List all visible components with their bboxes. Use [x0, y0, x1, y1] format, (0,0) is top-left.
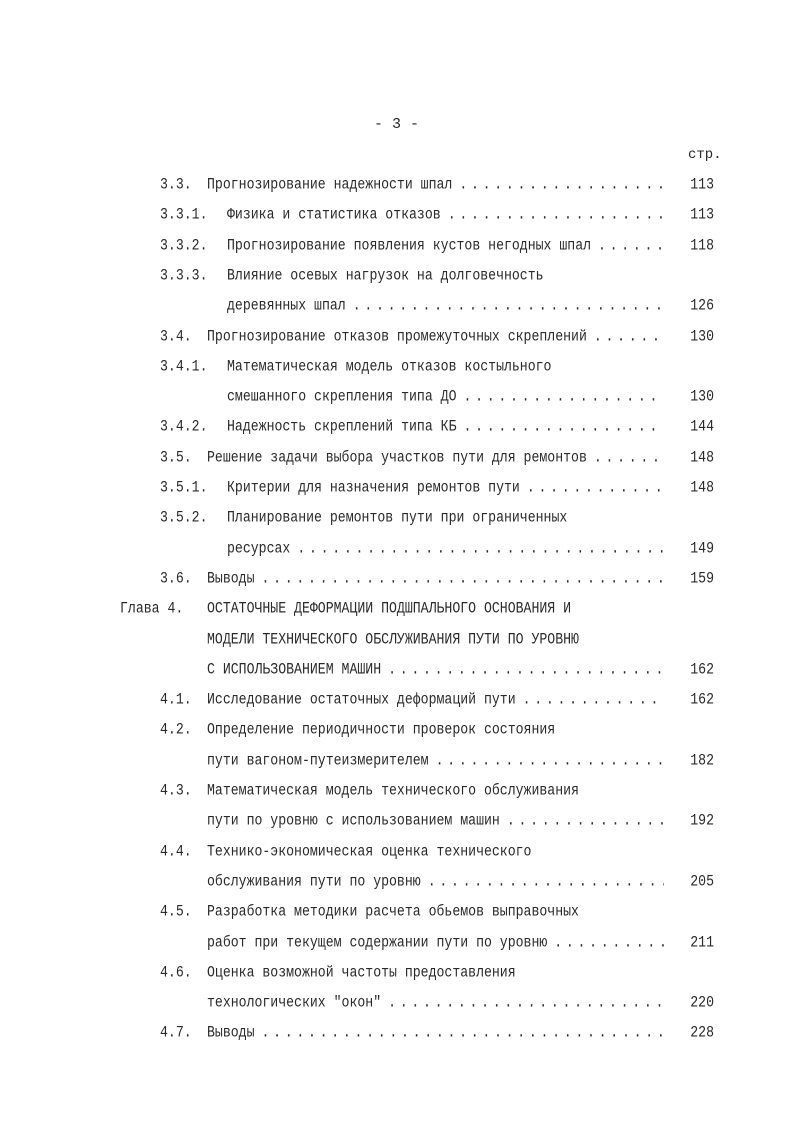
dot-leader [421, 870, 664, 894]
dot-leader [254, 567, 664, 591]
toc-entry-line [0, 658, 793, 682]
dot-leader [381, 658, 664, 682]
toc-entry-line [0, 567, 793, 591]
dot-leader [441, 203, 664, 227]
toc-entry-number: 3.3. [160, 175, 192, 194]
toc-entry-title: Прогнозирование отказов промежуточных скреплений [207, 326, 587, 345]
dot-leader [290, 537, 664, 561]
toc-entry-title: технологических "окон" [207, 993, 382, 1012]
dot-leader [429, 749, 664, 773]
toc-entry-title: С ИСПОЛЬЗОВАНИЕМ МАШИН [207, 660, 382, 679]
toc-entry-title: Выводы [207, 1023, 255, 1042]
toc-entry-number: 3.5.2. [160, 508, 208, 527]
toc-entry-page: 130 [690, 387, 714, 406]
toc-entry-line [0, 961, 793, 985]
toc-entry-number: 3.5.1. [160, 478, 208, 497]
toc-entry-line [0, 325, 793, 349]
toc-entry-line [0, 628, 793, 652]
toc-entry-title: Разработка методики расчета обьемов выправочных [207, 902, 579, 921]
toc-entry-title: Решение задачи выбора участков пути для ремонтов [207, 448, 587, 467]
toc-entry-title: Прогнозирование появления кустов негодных шпал [227, 235, 592, 254]
toc-entry-number: 3.6. [160, 569, 192, 588]
dot-leader [500, 809, 664, 833]
toc-entry-number: 3.3.1. [160, 205, 208, 224]
toc-entry-line [0, 779, 793, 803]
toc-entry-page: 113 [690, 175, 714, 194]
toc-entry-title: деревянных шпал [227, 296, 346, 315]
toc-entry-line [0, 203, 793, 227]
toc-entry-title: Математическая модель технического обслуживания [207, 781, 579, 800]
dot-leader [587, 325, 664, 349]
toc-entry-page: 126 [690, 296, 714, 315]
toc-entry-title: Критерии для назначения ремонтов пути [227, 478, 520, 497]
toc-entry-line [0, 749, 793, 773]
toc-entry-number: 4.1. [160, 690, 192, 709]
toc-entry-title: МОДЕЛИ ТЕХНИЧЕСКОГО ОБСЛУЖИВАНИЯ ПУТИ ПО УРОВНЮ [207, 629, 579, 648]
dot-leader [346, 294, 664, 318]
toc-entry-line [0, 870, 793, 894]
toc-entry-number: 3.3.3. [160, 266, 208, 285]
toc-entry-line [0, 264, 793, 288]
toc-entry-number: 4.2. [160, 720, 192, 739]
toc-entry-number: 4.3. [160, 781, 192, 800]
toc-entry-line [0, 840, 793, 864]
toc-entry-number: 3.4. [160, 326, 192, 345]
toc-entry-title: смешанного скрепления типа ДО [227, 387, 457, 406]
dot-leader [254, 1021, 664, 1045]
toc-entry-line [0, 294, 793, 318]
dot-leader [516, 688, 664, 712]
toc-entry-title: Математическая модель отказов костыльного [227, 357, 552, 376]
toc-entry-line [0, 809, 793, 833]
toc-entry-title: обслуживания пути по уровню [207, 872, 421, 891]
toc-entry-title: Влияние осевых нагрузок на долговечность [227, 266, 544, 285]
toc-entry-title: ОСТАТОЧНЫЕ ДЕФОРМАЦИИ ПОДШПАЛЬНОГО ОСНОВАНИЯ И [207, 599, 572, 618]
toc-entry-title: Определение периодичности проверок состояния [207, 720, 556, 739]
toc-entry-number: 3.5. [160, 448, 192, 467]
toc-entry-title: Технико-экономическая оценка технического [207, 841, 532, 860]
dot-leader [457, 415, 665, 439]
toc-entry-page: 182 [690, 751, 714, 770]
page-column-label: стр. [688, 147, 722, 163]
dot-leader [457, 385, 665, 409]
toc-entry-page: 130 [690, 326, 714, 345]
toc-entry-number: 3.3.2. [160, 235, 208, 254]
toc-entry-title: Физика и статистика отказов [227, 205, 441, 224]
toc-entry-line [0, 1021, 793, 1045]
toc-entry-title: пути вагоном-путеизмерителем [207, 751, 429, 770]
toc-entry-number: 4.5. [160, 902, 192, 921]
toc-entry-title: Планирование ремонтов пути при ограниченных [227, 508, 568, 527]
toc-entry-title: пути по уровню с использованием машин [207, 811, 500, 830]
toc-entry-title: Надежность скреплений типа КБ [227, 417, 457, 436]
toc-entry-title: Прогнозирование надежности шпал [207, 175, 453, 194]
toc-entry-page: 159 [690, 569, 714, 588]
toc-entry-page: 148 [690, 448, 714, 467]
page-number: - 3 - [373, 116, 419, 133]
toc-entry-title: ресурсах [227, 538, 291, 557]
toc-entry-line [0, 355, 793, 379]
toc-entry-line [0, 537, 793, 561]
toc-entry-number: 3.4.2. [160, 417, 208, 436]
toc-entry-page: 162 [690, 690, 714, 709]
toc-entry-line [0, 476, 793, 500]
toc-entry-line [0, 506, 793, 530]
toc-entry-line [0, 385, 793, 409]
toc-entry-number: Глава 4. [120, 599, 184, 618]
dot-leader [591, 234, 664, 258]
toc-entry-line [0, 900, 793, 924]
toc-entry-page: 144 [690, 417, 714, 436]
toc-entry-line [0, 718, 793, 742]
toc-entry-number: 4.7. [160, 1023, 192, 1042]
toc-entry-number: 4.4. [160, 841, 192, 860]
toc-entry-page: 148 [690, 478, 714, 497]
toc-entry-page: 149 [690, 538, 714, 557]
toc-entry-title: работ при текущем содержании пути по уровню [207, 932, 548, 951]
dot-leader [547, 931, 664, 955]
toc-entry-page: 228 [690, 1023, 714, 1042]
dot-leader [452, 173, 664, 197]
toc-entry-line [0, 688, 793, 712]
toc-entry-line [0, 415, 793, 439]
dot-leader [520, 476, 664, 500]
toc-entry-title: Выводы [207, 569, 255, 588]
toc-entry-page: 220 [690, 993, 714, 1012]
toc-entry-page: 113 [690, 205, 714, 224]
toc-entry-page: 211 [690, 932, 714, 951]
dot-leader [381, 991, 664, 1015]
toc-entry-line [0, 931, 793, 955]
toc-entry-title: Оценка возможной частоты предоставления [207, 963, 516, 982]
dot-leader [587, 446, 664, 470]
toc-entry-line [0, 173, 793, 197]
toc-entry-page: 162 [690, 660, 714, 679]
toc-entry-line [0, 234, 793, 258]
toc-entry-title: Исследование остаточных деформаций пути [207, 690, 516, 709]
toc-entry-line [0, 597, 793, 621]
toc-entry-line [0, 991, 793, 1015]
toc-entry-page: 192 [690, 811, 714, 830]
toc-entry-line [0, 446, 793, 470]
toc-entry-number: 3.4.1. [160, 357, 208, 376]
toc-entry-page: 118 [690, 235, 714, 254]
toc-entry-number: 4.6. [160, 963, 192, 982]
toc-entry-page: 205 [690, 872, 714, 891]
